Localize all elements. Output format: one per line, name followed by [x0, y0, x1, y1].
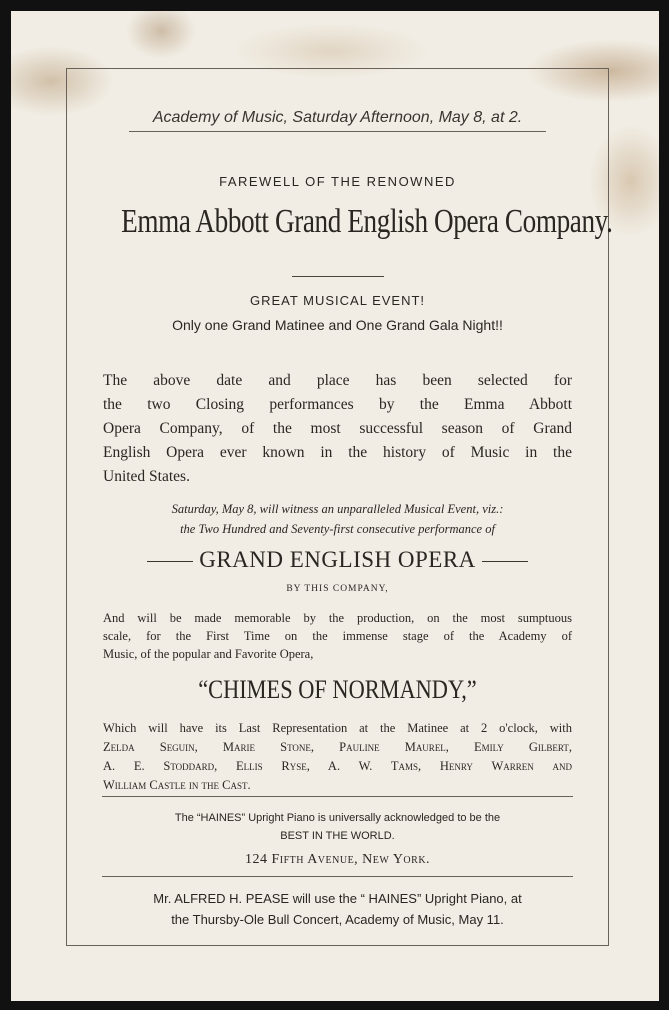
cast-paragraph	[103, 719, 572, 795]
header-underline	[129, 131, 546, 132]
intro-line: the two Closing performances by the Emma Abbott	[103, 396, 572, 413]
only-one-matinee: Only one Grand Matinee and One Grand Gala Night!!	[172, 317, 503, 333]
haines-line-2: BEST IN THE WORLD.	[280, 830, 395, 842]
chimes-of-normandy: “CHIMES OF NORMANDY,”	[198, 675, 477, 704]
paper-sheet	[11, 11, 659, 1001]
grand-english-opera-text: GRAND ENGLISH OPERA	[199, 547, 476, 572]
saturday-paragraph	[103, 499, 572, 539]
by-this-company: BY THIS COMPANY,	[286, 584, 389, 594]
title-rule	[292, 276, 384, 277]
memorable-line: And will be made memorable by the production, on the most sumptuous	[103, 611, 572, 625]
saturday-line: the Two Hundred and Seventy-first consecutive performance of	[180, 522, 495, 536]
cast-line: William Castle in the Cast.	[103, 778, 251, 792]
cast-line: Which will have its Last Representation at the Matinee at 2 o'clock, with	[103, 721, 572, 735]
page-border	[66, 68, 613, 946]
memorable-paragraph	[103, 609, 572, 663]
address-divider	[102, 876, 573, 877]
intro-paragraph	[103, 369, 572, 489]
intro-line: Opera Company, of the most successful season of Grand	[103, 420, 572, 437]
memorable-line: Music, of the popular and Favorite Opera,	[103, 647, 314, 661]
cast-line: A. E. Stoddard, Ellis Ryse, A. W. Tams, Henry Warren and	[103, 759, 572, 773]
right-dash	[482, 561, 528, 562]
intro-line: English Opera ever known in the history of Music in the	[103, 444, 572, 461]
left-dash	[147, 561, 193, 562]
cast-line: Zelda Seguin, Marie Stone, Pauline Maurel, Emily Gilbert,	[103, 740, 572, 754]
farewell-text: FAREWELL OF THE RENOWNED	[219, 174, 456, 189]
pease-line-2: the Thursby-Ole Bull Concert, Academy of Music, May 11.	[171, 912, 504, 927]
memorable-line: scale, for the First Time on the immense stage of the Academy of	[103, 629, 572, 643]
pease-line-1: Mr. ALFRED H. PEASE will use the “ HAINES” Upright Piano, at	[153, 891, 522, 906]
venue-line: Academy of Music, Saturday Afternoon, May 8, at 2.	[152, 109, 523, 126]
address-line: 124 Fifth Avenue, New York.	[244, 852, 431, 867]
saturday-line: Saturday, May 8, will witness an unparalleled Musical Event, viz.:	[171, 502, 504, 516]
intro-line: United States.	[103, 468, 190, 485]
company-title: Emma Abbott Grand English Opera Company.	[121, 203, 613, 240]
intro-line: The above date and place has been selected for	[103, 372, 572, 389]
haines-line-1: The “HAINES” Upright Piano is universally acknowledged to be the	[174, 812, 501, 824]
great-musical-event: GREAT MUSICAL EVENT!	[249, 293, 426, 308]
grand-english-opera-heading	[67, 547, 608, 573]
section-divider	[102, 796, 573, 797]
